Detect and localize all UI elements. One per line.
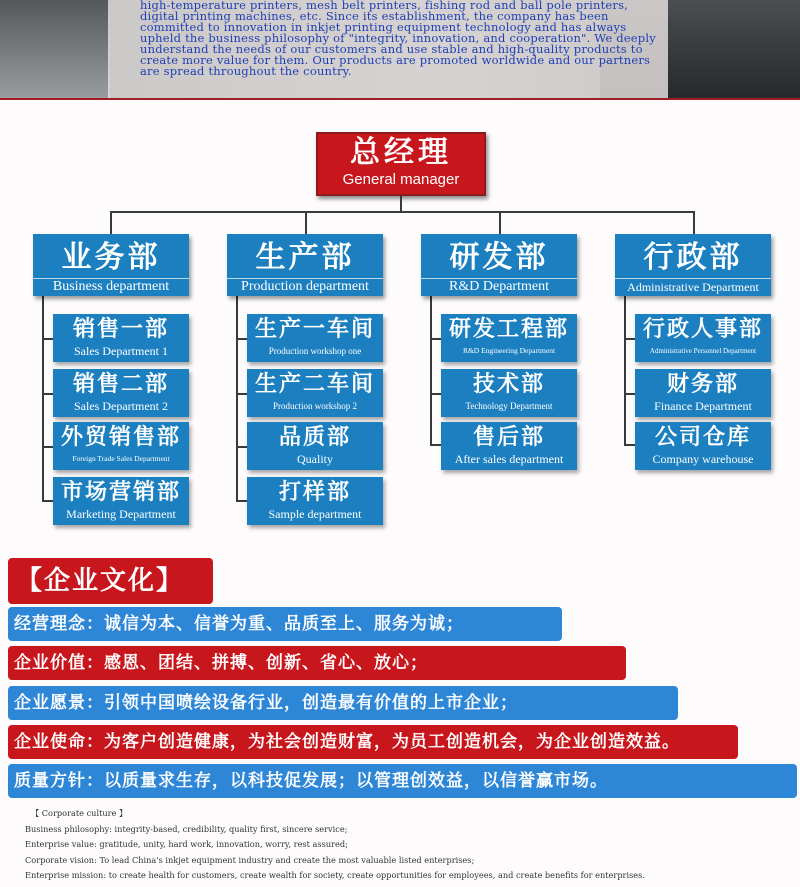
subdept-cn: 行政人事部 (642, 316, 763, 342)
subdept-en: Technology Department (465, 401, 553, 411)
general-manager-en: General manager (342, 171, 460, 188)
subdept-cn: 研发工程部 (448, 316, 569, 342)
connector-horizontal (110, 211, 694, 213)
connector-dept3 (499, 211, 501, 235)
subdept-workshop-1 (247, 314, 383, 362)
subdept-cn: 销售一部 (72, 316, 169, 342)
hero-banner (0, 0, 800, 100)
subdept-cn: 打样部 (278, 479, 351, 505)
subdept-sample (247, 477, 383, 525)
subdept-en: R&D Engineering Department (462, 346, 556, 355)
subdept-en: Production workshop one (268, 346, 362, 356)
subdept-cn: 生产二车间 (254, 371, 375, 397)
dept-en: Production department (227, 278, 383, 295)
dept-en: Administrative Department (615, 278, 771, 295)
general-manager-cn: 总经理 (350, 135, 452, 170)
subdept-en: Finance Department (654, 399, 752, 413)
culture-english-line: Enterprise value: gratitude, unity, hard work, innovation, worry, rest assured; (25, 839, 348, 850)
dept-admin (615, 234, 771, 296)
general-manager-box (316, 132, 486, 196)
subdept-en: Sales Department 2 (74, 399, 168, 413)
culture-value: 企业价值：感恩、团结、拼搏、创新、省心、放心； (8, 646, 626, 680)
connector-sub-col1 (42, 296, 44, 500)
connector-dept4 (693, 211, 695, 235)
culture-quality-policy: 质量方针：以质量求生存，以科技促发展；以管理创效益，以信誉赢市场。 (8, 764, 797, 798)
subdept-en: Quality (297, 452, 333, 466)
company-intro-text: high-temperature printers, mesh belt printers, fishing rod and ball pole printers, digital printing machines, etc. Since its establishment, the company has been committed to innovation in inkjet printing equipment technology and has always upheld the business philosophy of "integrity, innovation, and cooperation". We deeply understand the needs of our customers and use stable and high-quality products to create more value for them. Our products are promoted worldwide and our partners are spread throughout the country. (140, 0, 656, 78)
connector-dept2 (305, 211, 307, 235)
culture-mission: 企业使命：为客户创造健康，为社会创造财富，为员工创造机会，为企业创造效益。 (8, 725, 738, 759)
subdept-en: Foreign Trade Sales Department (72, 454, 170, 463)
subdept-en: Sales Department 1 (74, 344, 168, 358)
dept-business (33, 234, 189, 296)
subdept-marketing (53, 477, 189, 525)
subdept-technology (441, 369, 577, 417)
subdept-en: Sample department (268, 507, 362, 521)
subdept-rnd-engineering (441, 314, 577, 362)
connector-sub-col3 (430, 296, 432, 444)
subdept-en: After sales department (454, 452, 564, 466)
subdept-cn: 生产一车间 (254, 316, 375, 342)
subdept-cn: 技术部 (472, 371, 545, 397)
subdept-finance (635, 369, 771, 417)
dept-production (227, 234, 383, 296)
subdept-quality (247, 422, 383, 470)
culture-philosophy: 经营理念：诚信为本、信誉为重、品质至上、服务为诚； (8, 607, 562, 641)
dept-cn: 行政部 (643, 240, 743, 275)
subdept-cn: 品质部 (278, 424, 351, 450)
dept-cn: 生产部 (255, 240, 355, 275)
dept-cn: 研发部 (449, 240, 549, 275)
subdept-workshop-2 (247, 369, 383, 417)
hero-street-photo (0, 0, 110, 100)
dept-en: Business department (33, 278, 189, 295)
hero-bottom-bar (0, 98, 800, 100)
subdept-cn: 财务部 (666, 371, 739, 397)
culture-title: 【企业文化】 (8, 558, 213, 604)
subdept-foreign-trade (53, 422, 189, 470)
dept-en: R&D Department (421, 278, 577, 295)
subdept-warehouse (635, 422, 771, 470)
subdept-en: Administrative Personnel Department (649, 347, 757, 355)
culture-english-block (25, 806, 795, 884)
subdept-en: Company warehouse (652, 452, 754, 466)
connector-dept1 (110, 211, 112, 235)
culture-english-line: Business philosophy: integrity-based, credibility, quality first, sincere service; (25, 823, 348, 834)
connector-sub-col4 (624, 296, 626, 444)
subdept-cn: 外贸销售部 (60, 424, 181, 450)
subdept-sales-1 (53, 314, 189, 362)
culture-english-line: Enterprise mission: to create health for customers, create wealth for society, create opportunities for employees, and create benefits for enterprises. (25, 870, 645, 881)
culture-vision: 企业愿景：引领中国喷绘设备行业，创造最有价值的上市企业； (8, 686, 678, 720)
subdept-cn: 销售二部 (72, 371, 169, 397)
subdept-en: Marketing Department (66, 507, 176, 521)
subdept-admin-personnel (635, 314, 771, 362)
connector-sub-col2 (236, 296, 238, 500)
culture-english-line: Corporate vision: To lead China's inkjet equipment industry and create the most valuable listed enterprises; (25, 854, 475, 865)
subdept-cn: 售后部 (472, 424, 545, 450)
culture-english-title: 【 Corporate culture 】 (31, 808, 128, 818)
subdept-sales-2 (53, 369, 189, 417)
subdept-cn: 市场营销部 (60, 479, 181, 505)
connector-gm-down (400, 196, 402, 212)
subdept-cn: 公司仓库 (654, 424, 751, 450)
dept-cn: 业务部 (61, 240, 161, 275)
dept-rnd (421, 234, 577, 296)
subdept-en: Production workshop 2 (273, 401, 357, 411)
hero-text-panel (108, 0, 668, 98)
subdept-after-sales (441, 422, 577, 470)
